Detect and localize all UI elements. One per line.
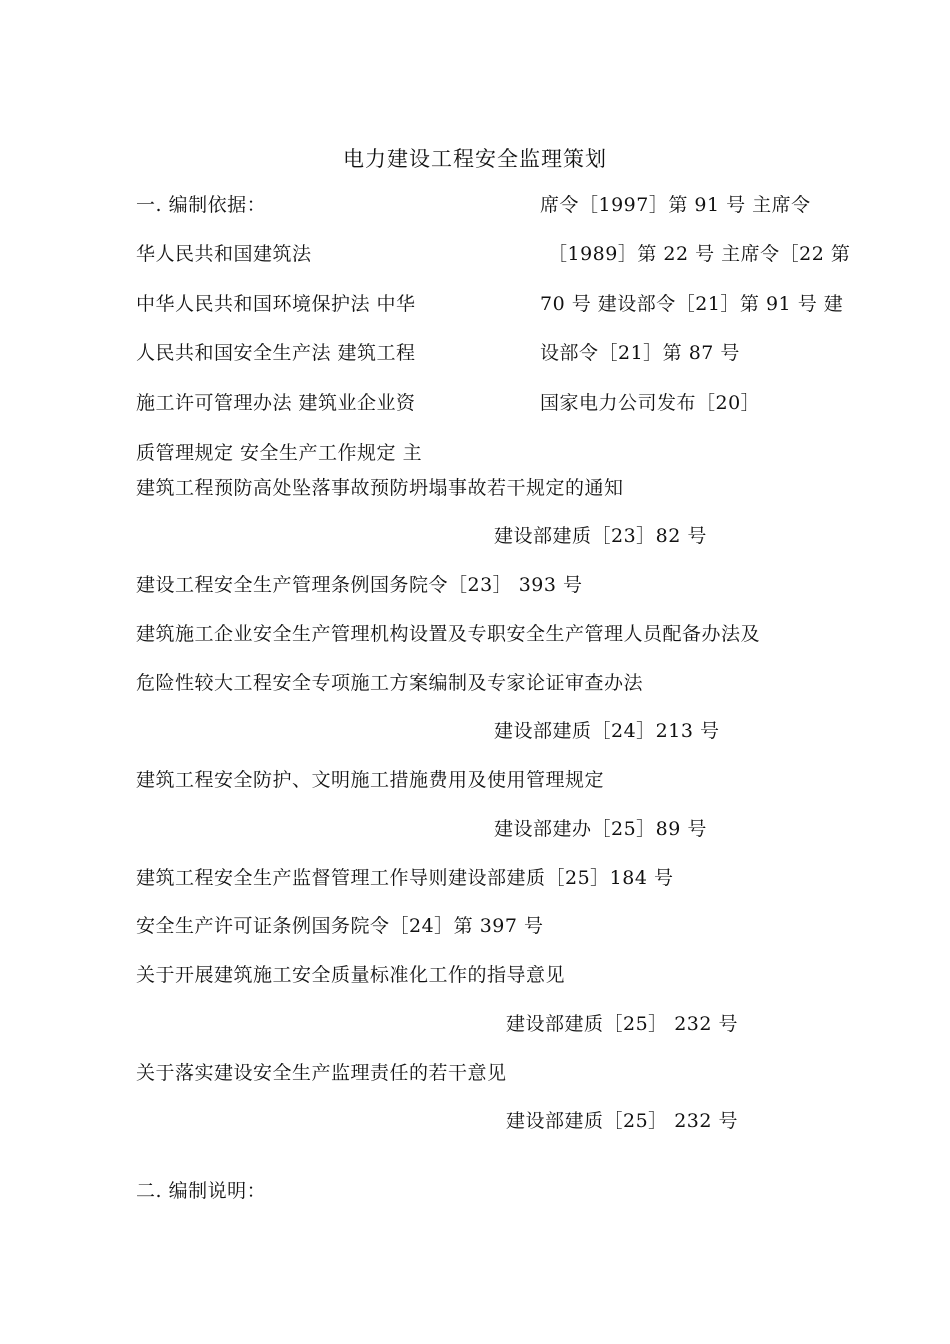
section-heading-notes: 二. 编制说明： <box>136 1180 267 1202</box>
left-column-line-4: 施工许可管理办法 建筑业企业资 <box>136 392 416 414</box>
basis-ref-2: 建设部建质［24］213 号 <box>494 720 720 742</box>
basis-line-3: 建筑施工企业安全生产管理机构设置及专职安全生产管理人员配备办法及 <box>136 623 761 645</box>
basis-line-5: 建筑工程安全防护、文明施工措施费用及使用管理规定 <box>136 769 605 791</box>
basis-line-2: 建设工程安全生产管理条例国务院令［23］ 393 号 <box>136 574 583 596</box>
document-title: 电力建设工程安全监理策划 <box>343 147 607 171</box>
basis-ref-3: 建设部建办［25］89 号 <box>494 818 707 840</box>
basis-line-9: 关于落实建设安全生产监理责任的若干意见 <box>136 1062 507 1084</box>
right-column-line-5: 国家电力公司发布［20］ <box>540 392 761 414</box>
basis-line-1: 建筑工程预防高处坠落事故预防坍塌事故若干规定的通知 <box>136 477 624 499</box>
left-column-line-1: 华人民共和国建筑法 <box>136 243 312 265</box>
right-column-line-4: 设部令［21］第 87 号 <box>540 342 740 364</box>
right-column-line-3: 70 号 建设部令［21］第 91 号 建 <box>540 293 844 315</box>
right-column-line-2: ［1989］第 22 号 主席令［22 第 <box>548 243 851 265</box>
right-column-line-1: 席令［1997］第 91 号 主席令 <box>540 194 811 216</box>
left-column-line-3: 人民共和国安全生产法 建筑工程 <box>136 342 416 364</box>
left-column-line-5: 质管理规定 安全生产工作规定 主 <box>136 442 423 464</box>
basis-ref-4: 建设部建质［25］ 232 号 <box>506 1013 739 1035</box>
basis-ref-1: 建设部建质［23］82 号 <box>494 525 707 547</box>
basis-line-6: 建筑工程安全生产监督管理工作导则建设部建质［25］184 号 <box>136 867 674 889</box>
basis-line-8: 关于开展建筑施工安全质量标准化工作的指导意见 <box>136 964 566 986</box>
basis-line-4: 危险性较大工程安全专项施工方案编制及专家论证审查办法 <box>136 672 644 694</box>
basis-line-7: 安全生产许可证条例国务院令［24］第 397 号 <box>136 915 544 937</box>
left-column-line-2: 中华人民共和国环境保护法 中华 <box>136 293 416 315</box>
section-heading-basis: 一. 编制依据： <box>136 194 267 216</box>
basis-ref-5: 建设部建质［25］ 232 号 <box>506 1110 739 1132</box>
